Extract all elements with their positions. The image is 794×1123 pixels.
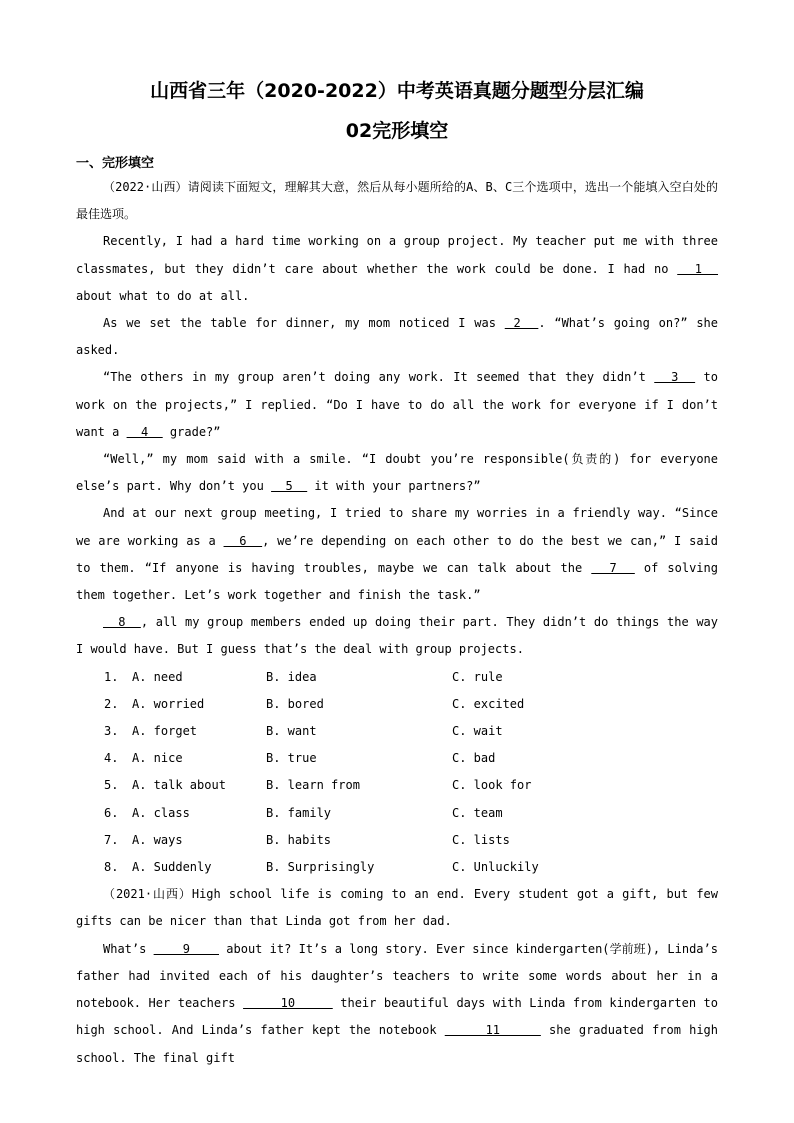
document-page (76, 78, 718, 1072)
option-b: B. want (266, 724, 317, 739)
text-segment: “The others in my group aren’t doing any work. It seemed that they didn’t (103, 370, 655, 385)
blank-9: 9 (153, 941, 219, 956)
passage1-paragraph-2 (76, 310, 718, 364)
passage1-paragraph-3 (76, 364, 718, 446)
blank-4: 4 (126, 424, 163, 439)
blank-10: 10 (243, 996, 333, 1011)
option-c: C. team (452, 805, 503, 820)
section-heading: 一、完形填空 (76, 156, 155, 171)
text-segment: their beautiful days with Linda from kindergarten to high school. And Linda’s father kept the notebook (76, 996, 719, 1038)
text-segment: to work on the projects,” I replied. “Do I have to do all the work for everyone if I don’t want a (76, 370, 718, 439)
text-segment: of solving them together. Let’s work together and finish the task.” (76, 560, 718, 603)
option-b: B. true (266, 751, 317, 766)
blank-8: 8 (103, 615, 141, 630)
text-segment: about it? It’s a long story. Ever since kindergarten(学前班), Linda’s father had invited each of his daughter’s teachers to write some words about her in a notebook. Her teachers (76, 941, 718, 1011)
option-c: C. bad (452, 751, 496, 766)
text-segment: “Well,” my mom said with a smile. “I doubt you’re responsible(负责的) for everyone else’s part. Why don’t you (76, 452, 718, 494)
option-row (76, 664, 718, 691)
passage1-intro: （2022·山西）请阅读下面短文，理解其大意，然后从每小题所给的A、B、C三个选项中，选出一个能填入空白处的最佳选项。 (76, 180, 718, 222)
question-number: 1. (104, 669, 119, 684)
option-row (76, 854, 718, 881)
option-a: A. worried (132, 696, 205, 711)
option-row (76, 745, 718, 772)
passage2-intro: （2021·山西）High school life is coming to an end. Every student got a gift, but few gifts can be nicer than that Linda got from her dad. (76, 887, 718, 929)
question-number: 4. (104, 751, 119, 766)
option-b: B. habits (266, 832, 332, 847)
passage2-paragraph-1 (76, 936, 718, 1072)
blank-3: 3 (654, 370, 696, 385)
option-c: C. look for (452, 778, 532, 793)
option-row (76, 718, 718, 745)
text-segment: . “What’s going on?” she asked. (76, 316, 719, 358)
passage1-paragraph-6 (76, 609, 718, 663)
text-segment: about what to do at all. (76, 288, 250, 303)
blank-1: 1 (677, 261, 719, 276)
question-number: 5. (104, 778, 119, 793)
option-row (76, 827, 718, 854)
passage1-paragraph-5 (76, 500, 718, 609)
option-b: B. Surprisingly (266, 860, 375, 875)
option-a: A. forget (132, 724, 198, 739)
blank-5: 5 (271, 479, 308, 494)
question-number: 6. (104, 805, 119, 820)
text-segment: Recently, I had a hard time working on a group project. My teacher put me with three classmates, but they didn’t care about whether the work could be done. I had no (76, 234, 718, 276)
option-a: A. nice (132, 751, 183, 766)
option-b: B. idea (266, 669, 317, 684)
option-c: C. Unluckily (452, 860, 539, 875)
text-segment: And at our next group meeting, I tried to share my worries in a friendly way. “Since we are working as a (76, 506, 718, 548)
blank-11: 11 (444, 1023, 541, 1038)
question-number: 2. (104, 696, 119, 711)
option-a: A. ways (132, 832, 183, 847)
question-number: 7. (104, 832, 119, 847)
option-b: B. bored (266, 696, 324, 711)
document-subtitle: 02完形填空 (345, 120, 449, 142)
text-segment: , we’re depending on each other to do the best we can,” I said to them. “If anyone is having troubles, maybe we can talk about the (76, 533, 718, 575)
text-segment: it with your partners?” (307, 479, 481, 494)
option-row (76, 800, 718, 827)
option-c: C. excited (452, 696, 525, 711)
blank-7: 7 (591, 560, 635, 575)
options-list (76, 664, 718, 882)
question-number: 8. (104, 860, 119, 875)
passage1-paragraph-4 (76, 446, 718, 500)
option-a: A. Suddenly (132, 860, 212, 875)
option-b: B. family (266, 805, 332, 820)
option-c: C. wait (452, 724, 503, 739)
document-title: 山西省三年（2020-2022）中考英语真题分题型分层汇编 (150, 80, 644, 102)
text-segment: , all my group members ended up doing their part. They didn’t do things the way I would have. But I guess that’s the deal with group projects. (76, 615, 719, 657)
text-segment: As we set the table for dinner, my mom noticed I was (103, 316, 505, 331)
option-c: C. lists (452, 832, 510, 847)
blank-2: 2 (504, 316, 539, 331)
option-a: A. talk about (132, 778, 226, 793)
question-number: 3. (104, 724, 119, 739)
option-row (76, 772, 718, 799)
option-a: A. class (132, 805, 190, 820)
option-a: A. need (132, 669, 183, 684)
text-segment: she graduated from high school. The final gift (76, 1023, 718, 1065)
text-segment: grade?” (162, 424, 221, 439)
option-b: B. learn from (266, 778, 360, 793)
passage1-paragraph-1 (76, 228, 718, 310)
text-segment: What’s (103, 941, 154, 956)
option-row (76, 691, 718, 718)
blank-6: 6 (223, 533, 263, 548)
option-c: C. rule (452, 669, 503, 684)
